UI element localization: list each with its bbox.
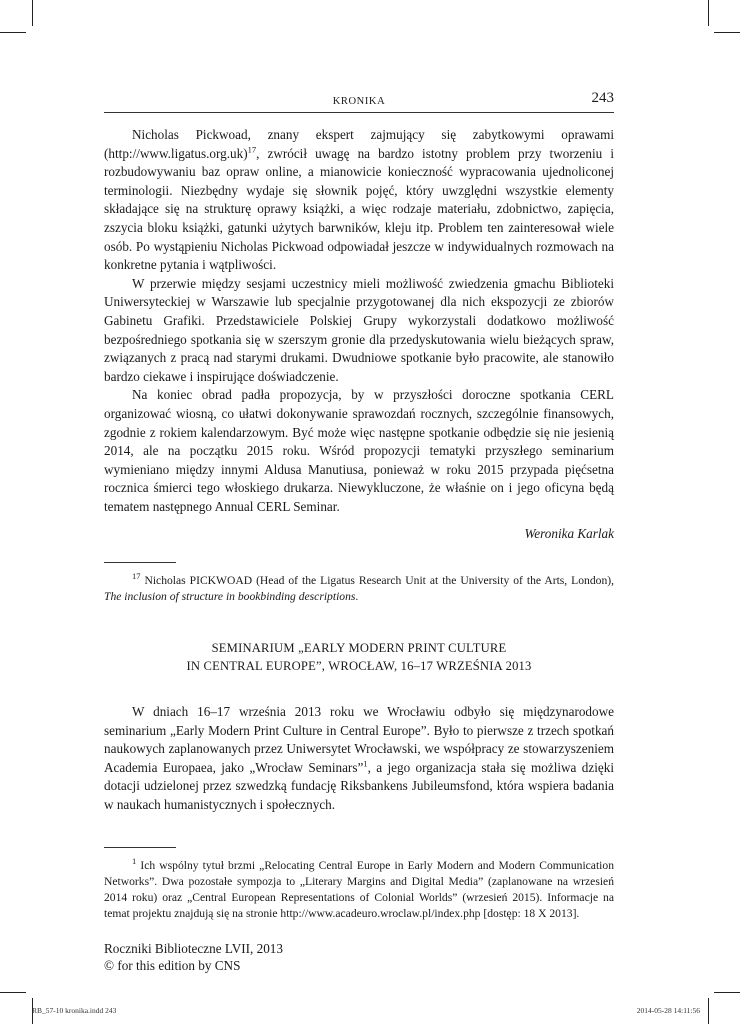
section-title-line-2: IN CENTRAL EUROPE”, WROCŁAW, 16–17 WRZEŚNIA 2013: [186, 659, 532, 674]
footnote-17-number: 17: [132, 571, 141, 582]
running-head-title: KRONIKA: [332, 96, 386, 107]
footnote-rule-2: [104, 847, 176, 848]
crop-mark-top-left-h: [0, 32, 26, 33]
crop-mark-top-left: [32, 0, 33, 26]
page-number: 243: [591, 90, 614, 106]
footnote-rule: [104, 562, 176, 563]
body-paragraph-1-text-b: , zwrócił uwagę na bardzo istotny problem przy tworzeniu i rozbudowywaniu baz opraw online, a mianowicie konieczność wypracowania ujednoliconej terminologii. Niezbędny wydaje się słownik pojęć, który uwzględni wszystkie elementy składające się na strukturę oprawy książki, a więc rodzaje materiału, zdobnictwo, zapięcia, zszycia bloku książki, gatunki użytych barwników, kleju itp. Problem ten zainteresował wiele osób. Po wystąpieniu Nicholas Pickwoad odpowiadał jeszcze w indywidualnych rozmowach na konkretne pytania i wątpliwości.: [104, 145, 614, 273]
footnote-1-number: 1: [132, 855, 137, 866]
slug-timestamp: 2014-05-28 14:11:56: [636, 1006, 700, 1015]
footnote-17-text: Nicholas PICKWOAD (Head of the Ligatus Research Unit at the University of the Arts, London),: [140, 574, 614, 588]
section-paragraph-1-text-a: W dniach 16–17 września 2013 roku we Wrocławiu odbyło się międzynarodowe seminarium „Early Modern Print Culture in Central Europe”. Było to pierwsze z trzech spotkań naukowych zaplanowanych przez Uniwersytet Wrocławski, we współpracy ze stowarzyszeniem Academia Europaea, jako „Wrocław Seminars”: [104, 704, 614, 775]
crop-mark-top-right: [708, 0, 709, 26]
footnote-1: [104, 855, 614, 922]
footnote-ref-1: 1: [363, 758, 368, 769]
imprint-journal: Roczniki Biblioteczne LVII, 2013: [104, 941, 283, 956]
section-paragraph-1-text-b: , a jego organizacja stała się możliwa dzięki dotacji udzielonej przez szwedzką fundację Riksbankens Jubileumsfond, która wspiera badania w naukach humanistycznych i społecznych.: [104, 759, 614, 813]
footnote-17: [104, 573, 614, 605]
body-paragraph-1: [104, 126, 614, 275]
crop-mark-bottom-left-h: [0, 992, 26, 993]
body-paragraph-2: W przerwie między sesjami uczestnicy mieli możliwość zwiedzenia gmachu Biblioteki Uniwersyteckiej w Warszawie lub specjalnie przygotowanej dla nich ekspozycji ze zbiorów Gabinetu Grafiki. Przedstawiciele Polskiej Grupy wykorzystali dodatkowo możliwość bezpośredniego spotkania się w szerszym gronie dla przedyskutowania wielu bieżących spraw, związanych z pracą nad starymi drukami. Dwudniowe spotkanie było pracowite, ale stanowiło bardzo ciekawe i inspirujące doświadczenie.: [104, 275, 614, 384]
slug-file: RB_57-10 kronika.indd 243: [32, 1006, 117, 1015]
section-title: [104, 639, 614, 675]
section-title-line-1: SEMINARIUM „EARLY MODERN PRINT CULTURE: [211, 641, 507, 656]
body-paragraph-3: Na koniec obrad padła propozycja, by w przyszłości doroczne spotkania CERL organizować wiosną, co ułatwi dokonywanie sprawozdań rocznych, szczególnie finansowych, zgodnie z rokiem kalendarzowym. Być może więc następne spotkanie odbędzie się nie jesienią 2014, ale na początku 2015 roku. Wśród propozycji tematyki przyszłego seminarium wymieniano między innymi Aldusa Manutiusa, ponieważ w roku 2015 przypada pięćsetna rocznica śmierci tego włoskiego drukarza. Niewykluczone, że właśnie on i jego oficyna będą tematem następnego Annual CERL Seminar.: [104, 387, 614, 514]
imprint: [104, 940, 283, 974]
footnote-17-end: .: [355, 590, 359, 604]
running-head: [104, 90, 614, 113]
section-paragraph-1: [104, 703, 614, 815]
crop-mark-top-right-h: [714, 32, 740, 33]
footnote-1-text: Ich wspólny tytuł brzmi „Relocating Central Europe in Early Modern and Modern Communication Networks”. Dwa pozostałe sympozja to „Literary Margins and Digital Media” (zaplanowane na wrzesień 2014 roku) oraz „Central European Representations of Colonial Worlds” (wrzesień 2015). Informacje na temat projektu znajdują się na stronie http://www.acadeuro.wroclaw.pl/index.php [dostęp: 18 X 2013].: [104, 858, 614, 920]
imprint-copyright: © for this edition by CNS: [104, 958, 241, 973]
footnote-ref-17: 17: [247, 144, 257, 155]
author-signature: Weronika Karlak: [524, 526, 614, 542]
page-content: [104, 126, 614, 922]
body-paragraph-1-text-a: Nicholas Pickwoad, znany ekspert zajmujący się zabytkowymi oprawami (http://www.ligatus.org.uk): [104, 127, 614, 161]
crop-mark-bottom-right-h: [714, 992, 740, 993]
footnote-17-title: The inclusion of structure in bookbinding descriptions: [104, 590, 356, 604]
crop-mark-bottom-right: [708, 998, 709, 1024]
